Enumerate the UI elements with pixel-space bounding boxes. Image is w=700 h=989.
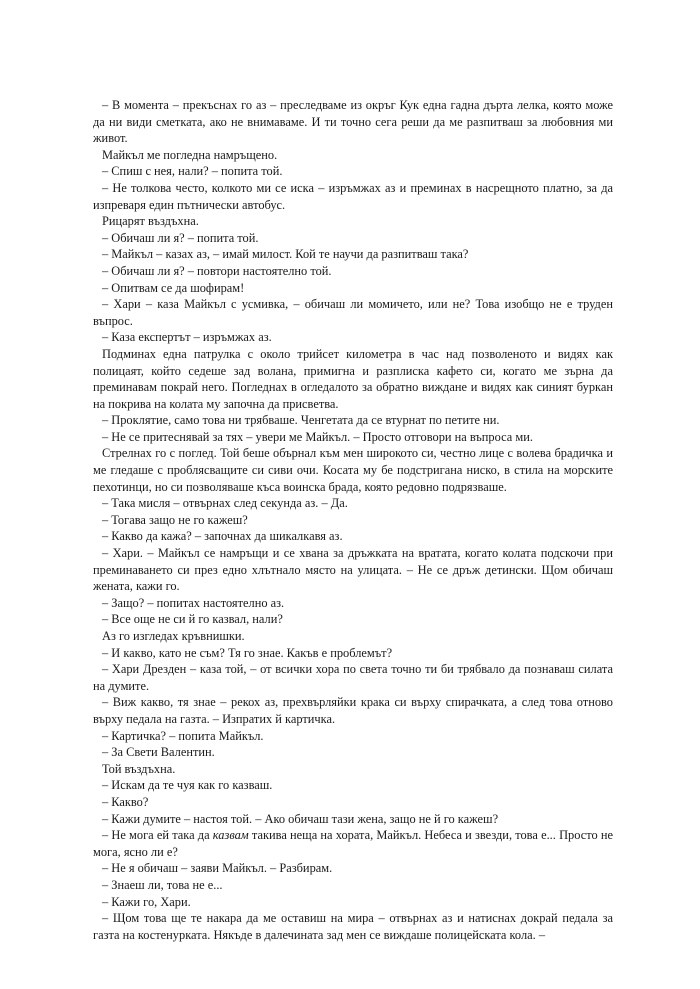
paragraph: – Все още не си й го казвал, нали? <box>102 612 283 627</box>
paragraph: Стрелнах го с поглед. Той беше обърнал към мен широкото си, честно лице с волева брадичка и ме гледаше с проблясващите си сиви очи. Косата му бе подстригана ниско, в стила на морските пехотинци, но си позволяваше къса воинска брада, която редовно подрязваше. <box>93 446 613 494</box>
paragraph: – Картичка? – попита Майкъл. <box>102 728 264 743</box>
paragraph: – В момента – прекъснах го аз – преследваме из окръг Кук една гадна дърта лелка, която може да ни види сметката, ако не внимаваме. И ти точно сега реши да ме разпитваш за любовния ми живот. <box>93 98 613 146</box>
paragraph: – Знаеш ли, това не е... <box>102 877 223 892</box>
paragraph: – Не я обичаш – заяви Майкъл. – Разбирам. <box>102 861 333 876</box>
paragraph: – Хари – каза Майкъл с усмивка, – обичаш ли момичето, или не? Това изобщо не е труден въпрос. <box>93 297 613 328</box>
paragraph: – Не толкова често, колкото ми се иска – изръмжах аз и преминах в насрещното платно, за да изпреваря един пътнически автобус. <box>93 180 613 212</box>
paragraph: – Проклятие, само това ни трябваше. Ченгетата да се втурнат по петите ни. <box>102 413 500 428</box>
paragraph: – Обичаш ли я? – повтори настоятелно той. <box>102 263 332 278</box>
paragraph: – Хари. – Майкъл се намръщи и се хвана за дръжката на вратата, когато колата подскочи при преминаването си през едно хлътнало място на улицата. – Не се дръж детински. Щом обичаш жената, кажи го. <box>93 546 613 594</box>
paragraph: – Така мисля – отвърнах след секунда аз. – Да. <box>102 496 348 511</box>
paragraph: Подминах една патрулка с около трийсет километра в час над позволеното и видях как полицаят, който седеше зад волана, примигна и разплиска кафето си, когато ме зърна да преминавам покрай него. Погледнах в огледалото за обратно виждане и видях как синият буркан на покрива на колата му започна да присветва. <box>93 346 613 411</box>
paragraph: Той въздъхна. <box>102 761 176 776</box>
paragraph: – Кажи го, Хари. <box>102 894 191 909</box>
paragraph: – Каза експертът – изръмжах аз. <box>102 330 272 345</box>
paragraph: Рицарят въздъхна. <box>102 214 199 229</box>
paragraph: – Какво да кажа? – започнах да шикалкавя аз. <box>102 529 343 544</box>
paragraph: – Какво? <box>102 794 149 809</box>
paragraph: – Тогава защо не го кажеш? <box>102 512 248 527</box>
paragraph: – Майкъл – казах аз, – имай милост. Кой те научи да разпитваш така? <box>102 247 469 262</box>
paragraph: – Не се притеснявай за тях – увери ме Майкъл. – Просто отговори на въпроса ми. <box>102 429 533 444</box>
paragraph: – Хари Дрезден – каза той, – от всички хора по света точно ти би трябвало да познаваш силата на думите. <box>93 662 613 693</box>
paragraph: – Кажи думите – настоя той. – Ако обичаш тази жена, защо не й го кажеш? <box>102 811 499 826</box>
paragraph: – Спиш с нея, нали? – попита той. <box>102 164 283 179</box>
paragraph: Майкъл ме погледна намръщено. <box>102 147 278 162</box>
paragraph: – И какво, като не съм? Тя го знае. Какъв е проблемът? <box>102 645 393 660</box>
paragraph: – Опитвам се да шофирам! <box>102 280 245 295</box>
paragraph: – Искам да те чуя как го казваш. <box>102 778 273 793</box>
paragraph: – Не мога ей така да казвам такива неща на хората, Майкъл. Небеса и звезди, това е... Просто не мога, ясно ли е? <box>93 828 613 859</box>
paragraph: – Виж какво, тя знае – рекох аз, прехвърляйки крака си върху спирачката, а след това отново върху педала на газта. – Изпратих й картичка. <box>93 695 613 726</box>
paragraph: – Защо? – попитах настоятелно аз. <box>102 595 285 610</box>
book-page <box>93 97 613 943</box>
paragraph: Аз го изгледах кръвнишки. <box>102 629 245 643</box>
paragraph: – За Свети Валентин. <box>102 745 215 760</box>
emphasis: казвам <box>212 828 249 843</box>
paragraph: – Щом това ще те накара да ме оставиш на мира – отвърнах аз и натиснах докрай педала за газта на костенурката. Някъде в далечината зад мен се виждаше полицейската кола. – <box>93 911 613 942</box>
paragraph: – Обичаш ли я? – попита той. <box>102 230 259 245</box>
